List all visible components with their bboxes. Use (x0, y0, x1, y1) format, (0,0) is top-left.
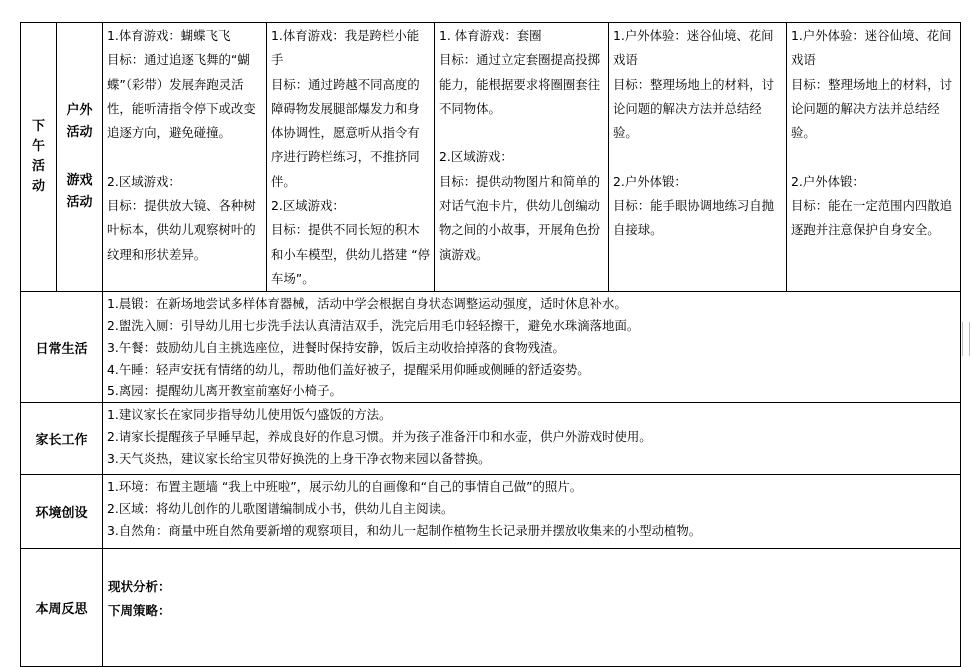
current-analysis-label: 现状分析： (108, 579, 171, 595)
environment-item: 1.环境：布置主题墙 “我上中班啦”，展示幼儿的自画像和“自己的事情自己做”的照片。 (107, 479, 583, 495)
daily-life-content (103, 292, 961, 403)
weekly-plan-table (20, 22, 961, 667)
afternoon-row (21, 23, 961, 292)
afternoon-day-5: 1.户外体验：迷谷仙境、花间戏语 目标：整理场地上的材料，讨论问题的解决方法并总结经验。 2.户外体锻： 目标：能在一定范围内四散追逐跑并注意保护自身安全。 (787, 23, 961, 292)
afternoon-day-4: 1.户外体验：迷谷仙境、花间戏语 目标：整理场地上的材料，讨论问题的解决方法并总结经验。 2.户外体锻： 目标：能手眼协调地练习自抛自接球。 (609, 23, 787, 292)
daily-item: 1.晨锻：在新场地尝试多样体育器械，活动中学会根据自身状态调整运动强度，适时休息补水。 (107, 296, 627, 312)
daily-item: 2.盥洗入厕：引导幼儿用七步洗手法认真清洁双手，洗完后用毛巾轻轻擦干，避免水珠滴落地面。 (107, 318, 640, 334)
afternoon-sublabel (57, 23, 103, 292)
environment-item: 2.区域：将幼儿创作的儿歌图谱编制成小书，供幼儿自主阅读。 (107, 501, 454, 517)
parent-work-content (103, 403, 961, 475)
reflection-label: 本周反思 (21, 549, 103, 667)
parent-work-label: 家长工作 (21, 403, 103, 475)
environment-label: 环境创设 (21, 475, 103, 549)
parent-work-row (21, 403, 961, 475)
afternoon-label: 下 午 活 动 (21, 23, 57, 292)
daily-item: 3.午餐：鼓励幼儿自主挑选座位，进餐时保持安静，饭后主动收拾掉落的食物残渣。 (107, 339, 565, 355)
reflection-row (21, 549, 961, 667)
parent-item: 3.天气炎热，建议家长给宝贝带好换洗的上身干净衣物来园以备替换。 (107, 450, 491, 466)
game-activity-label: 游戏 活动 (66, 173, 93, 211)
outdoor-activity-label: 户外 活动 (66, 103, 93, 141)
daily-item: 4.午睡：轻声安抚有情绪的幼儿，帮助他们盖好被子，提醒采用仰睡或侧睡的舒适姿势。 (107, 361, 590, 377)
environment-content (103, 475, 961, 549)
parent-item: 1.建议家长在家同步指导幼儿使用饭勺盛饭的方法。 (107, 407, 392, 423)
daily-item: 5.离园：提醒幼儿离开教室前塞好小椅子。 (107, 383, 342, 399)
next-week-strategy-label: 下周策略： (108, 603, 171, 619)
afternoon-day-3: 1. 体育游戏：套圈 目标：通过立定套圈提高投掷能力，能根据要求将圈圈套往不同物体。 2.区域游戏： 目标：提供动物图片和简单的对话气泡卡片，供幼儿创编动物之间的小故事，开展角色扮演游戏。 (435, 23, 609, 292)
daily-life-row (21, 292, 961, 403)
resize-handle[interactable] (962, 322, 970, 356)
weekly-plan-table-frame (20, 22, 960, 662)
environment-item: 3.自然角：商量中班自然角要新增的观察项目，和幼儿一起制作植物生长记录册并摆放收集来的小型动植物。 (107, 522, 702, 538)
parent-item: 2.请家长提醒孩子早睡早起，养成良好的作息习惯。并为孩子准备汗巾和水壶，供户外游戏时使用。 (107, 429, 652, 445)
afternoon-day-2: 1.体育游戏：我是跨栏小能手 目标：通过跨越不同高度的障碍物发展腿部爆发力和身体协调性，愿意听从指令有序进行跨栏练习，不推挤同伴。 2.区域游戏： 目标：提供不同长短的积木和小车模型，供幼儿搭建 “停车场”。 (267, 23, 435, 292)
environment-row (21, 475, 961, 549)
daily-life-label: 日常生活 (21, 292, 103, 403)
afternoon-day-1: 1.体育游戏：蝴蝶飞飞 目标：通过追逐飞舞的“蝴蝶”（彩带）发展奔跑灵活性，能听清指令停下或改变追逐方向，避免碰撞。 2.区域游戏： 目标：提供放大镜、各种树叶标本，供幼儿观察树叶的纹理和形状差异。 (103, 23, 267, 292)
reflection-content (103, 549, 961, 667)
